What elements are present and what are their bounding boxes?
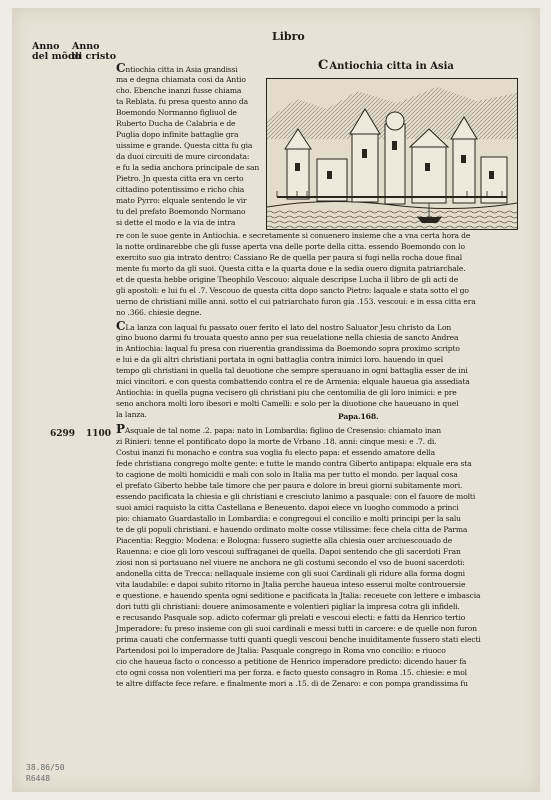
collection-number: 38.86/50 [26, 763, 65, 772]
woodcut-illustration [267, 79, 517, 229]
woodcut-caption [318, 58, 454, 73]
paragraph-initial: C [116, 319, 126, 333]
body-line: fede christiana congrego molte gente: e tutte le mando contra Giberto antipapa: elquale era sta [116, 459, 472, 468]
body-line: mato Pyrro: elquale sentendo le vir [116, 196, 247, 205]
body-line: e recusando Pasquale sop. adicto cofermar gli prelati e vescoui electi: e fatti da Henrico tertio [116, 613, 466, 622]
body-line: Boemondo Normanno figliuol de [116, 108, 237, 117]
body-line: Jmperadore: fu preso insieme con gli suoi cardinali e messi tutti in carcere: e de quelle non furon [116, 624, 477, 633]
body-line-text: Asquale de tal nome .2. papa: nato in Lombardia: figliuo de Cresensio: chiamato inan [124, 426, 441, 435]
body-line: seno anchora molti loro ibesori e molti Camelli: e solo per la diuotione che haueuano in quel [116, 399, 459, 408]
body-line-text: La lanza con laqual fu passato ouer ferito el lato del nostro Saluator Jesu christo da Lon [125, 323, 452, 332]
body-line: prima cauati che confermasse tutti quanti quegli vescoui benche inuiditamente fussero stati electi [116, 635, 481, 644]
body-line: Antiochia: in quella pugna vecisero gli christiani piu che centomilia de gli loro inimici: e pre [116, 388, 457, 397]
body-line: to cagione de molti homicidii e mali con solo in Italia ma per tutto el mondo. per laqual cosa [116, 470, 458, 479]
body-line: cto ogni cossa non volentieri ma per forza. e facto questo consagro in Roma .15. chiesie: e mol [116, 668, 467, 677]
paragraph-initial: C [116, 61, 126, 75]
body-line: cittadino potentissimo e richo chia [116, 185, 245, 194]
body-line: andonella citta de Trecca: nellaquale insieme con gli suoi Cardinali gli ridure alla forma dogni [116, 569, 465, 578]
body-line: Puglia dopo infinite battaglie gra [116, 130, 239, 139]
year-del-mondo: 6299 [50, 429, 76, 439]
body-line: e questione. e hauendo spenta ogni seditione e pacificata la Jtalia: receuete con lettere e imbascia [116, 591, 481, 600]
body-line [116, 424, 441, 437]
body-line: cio che haueua facto o concesso a petitione de Henrico imperadore predicto: dicendo hauer fa [116, 657, 467, 666]
body-line-text: ntiochia citta in Asia grandissi [125, 65, 238, 74]
body-line: mici vincitori. e con questa combattendo contra el re de Armenia: elquale haueua gia assediata [116, 377, 470, 386]
body-line: uissime e grande. Questa citta fu gia [116, 141, 253, 150]
margin-header-anno-di-cristo [72, 42, 116, 62]
body-line: mente fu morto da gli suoi. Questa citta e la quarta doue e la sedia ouero dignita patriarchale. [116, 264, 466, 273]
body-line: da duoi circuiti de mure circondata: [116, 152, 250, 161]
body-line: ziosi non si portauano nel viuere ne anchora ne gli costumi secondo el vso de buoni sacerdoti: [116, 558, 465, 567]
body-line: el prefato Giberto hebbe tale timore che per paura e dolore in breui giorni subitamente mori. [116, 481, 463, 490]
body-line: gino buono darmi fu trouata questo anno per sua reuelatione nella chiesia de sancto Andrea [116, 333, 459, 342]
body-line: pio: chiamato Guardastallo in Lombardia: e congregoui el concilio e molti principi per la salu [116, 514, 461, 523]
body-line: la lanza. [116, 410, 147, 419]
body-line: dori tutti gli christiani: douere animosamente e volentieri pigliar la impresa cotra gli infideli. [116, 602, 460, 611]
collection-number: R6448 [26, 774, 51, 783]
body-line: Rauenna: e cioe gli loro vescoui suffraganei de quella. Dapoi sentendo che gli sacerdoti Fran [116, 547, 461, 556]
body-line: uerno de christiani mille anni. sotto el cui patriarchato furon gia .153. vescoui: e in essa citta era [116, 297, 476, 306]
margin-header-line: di cristo [72, 51, 117, 62]
body-line: la notte ordinarebbe che gli fusse aperta vna delle porte della citta. essendo Boemondo con lo [116, 242, 465, 251]
body-line: ma e degna chiamata cosi da Antio [116, 75, 246, 84]
body-line: vita laudabile: e dapoi subito ritorno in Jtalia perche haueua inteso esserui molte controuersie [116, 580, 466, 589]
margin-header-line: del mõdo [32, 51, 81, 62]
running-head: Libro [272, 30, 305, 43]
body-line: te altre diffacte fece refare. e finalmente mori a .15. di de Zenaro: e con pompa grandissima fu [116, 679, 468, 688]
body-line: Costui inanzi fu monacho e contra sua voglia fu electo papa: et essendo amatore della [116, 448, 436, 457]
body-line: essendo pacificata la chiesia e gli christiani e cresciuto lanimo a pasquale: con el fauore de molti [116, 492, 476, 501]
body-line: Pietro. Jn questa citta era vn certo [116, 174, 244, 183]
body-line: cho. Ebenche inanzi fusse chiama [116, 86, 242, 95]
body-line: te de gli populi christiani. e hauendo ordinato molte cosse vtilissime: fece chela citta de Parma [116, 525, 468, 534]
paragraph-initial: P [116, 422, 125, 436]
body-line: tempo gli christiani in quella tal deuotione che sempre sperauano in ogni battaglia esser de ini [116, 366, 468, 375]
margin-header-line: Anno [32, 41, 60, 52]
body-line: e lui e da gli altri christiani portata in ogni battaglia contra inimici loro. hauendo in quel [116, 355, 443, 364]
body-line: tu del prefato Boemondo Normano [116, 207, 246, 216]
margin-header-line: Anno [72, 41, 100, 52]
caption-text: Antiochia citta in Asia [329, 61, 454, 72]
body-line: Piacentia: Reggio: Modena: e Bologna: fussero sugiette alla chiesia ouer arciuescouado de [116, 536, 453, 545]
caption-initial: C [318, 58, 329, 73]
body-line [116, 63, 238, 76]
body-line: et de questa hebbe origine Theophilo Vescouo: alquale descripse Lucha il libro de gli acti de [116, 275, 459, 284]
body-line: exercito suo gia intrato dentro: Cassiano Re de quella per paura si fugi nella rocha doue final [116, 253, 462, 262]
body-line: suoi amici raquisto la citta Castellana e Beneuento. dapoi elece vn luogho commodo a princi [116, 503, 459, 512]
body-line: zi Rinieri: tenne el pontificato dopo la morte de Vrbano .18. anni: cinque mesi: e .7. di. [116, 437, 437, 446]
papa-number: Papa.168. [338, 412, 379, 421]
body-line: Partendosi poi lo imperadore de Jtalia: Pasquale congrego in Roma vno concilio: e riuoco [116, 646, 446, 655]
body-line: si dette el modo e la via de intra [116, 218, 236, 227]
woodcut-city-view [266, 78, 518, 230]
year-di-cristo: 1100 [86, 429, 112, 439]
body-line: e fu la sedia anchora principale de san [116, 163, 260, 172]
body-line: in Antiochia: laqual fu presa con riuerentia grandissima da Boemondo sopra proximo scripto [116, 344, 460, 353]
body-line: Ruberto Ducha de Calabria e de [116, 119, 236, 128]
body-line: no .366. chiesie degne. [116, 308, 202, 317]
body-line: re con le suoe gente in Antiochia. e secretamente si conuenero insieme che a vna certa hora de [116, 231, 471, 240]
body-line: gli apostoli: e lui fu el .7. Vescouo de questa citta dopo sancto Pietro: laquale e stata sotto el go [116, 286, 469, 295]
body-line: ta Reblata. fu presa questo anno da [116, 97, 248, 106]
body-line [116, 321, 451, 334]
